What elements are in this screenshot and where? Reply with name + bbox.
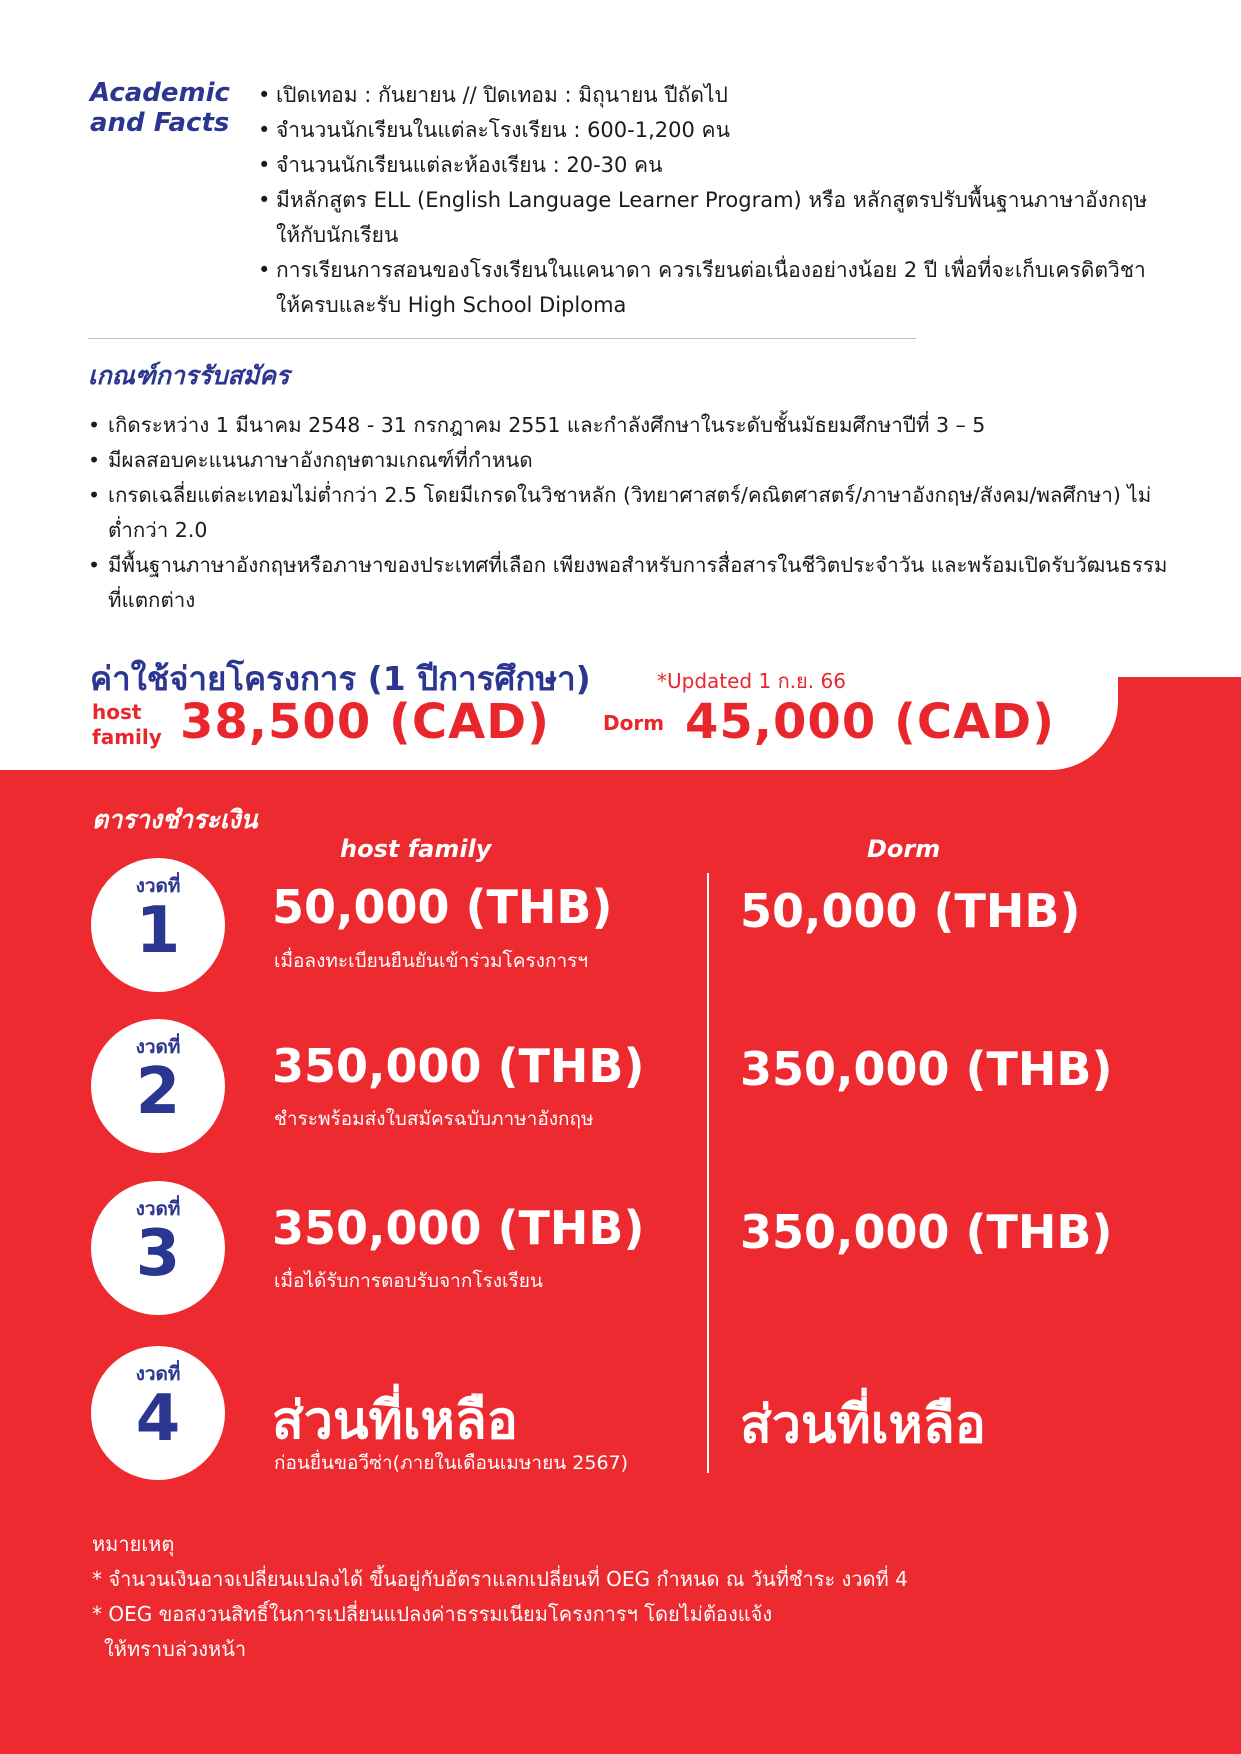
list-item: • เกรดเฉลี่ยแต่ละเทอมไม่ต่ำกว่า 2.5 โดยมีเกรดในวิชาหลัก (วิทยาศาสตร์/คณิตศาสตร์/ภาษาอังกฤษ/สังคม/พลศึกษา) ไม่ต่ำกว่า 2.0 <box>88 478 1168 548</box>
academic-facts-list <box>258 78 1158 323</box>
list-item: • มีพื้นฐานภาษาอังกฤษหรือภาษาของประเทศที่เลือก เพียงพอสำหรับการสื่อสารในชีวิตประจำวัน และพร้อมเปิดรับวัฒนธรรมที่แตกต่าง <box>88 548 1168 618</box>
installment-badge-3 <box>91 1181 225 1315</box>
list-item: • มีผลสอบคะแนนภาษาอังกฤษตามเกณฑ์ที่กำหนด <box>88 443 1168 478</box>
academic-title-line1: Academic <box>90 78 230 108</box>
column-divider <box>707 873 709 1473</box>
academic-facts-title <box>90 78 250 138</box>
dorm-amount-4: ส่วนที่เหลือ <box>740 1395 986 1455</box>
host-note-4: ก่อนยื่นขอวีซ่า(ภายในเดือนเมษายน 2567) <box>274 1452 629 1474</box>
dorm-label: Dorm <box>603 711 665 735</box>
installment-number: 1 <box>135 894 181 968</box>
academic-title-line2: and Facts <box>90 108 230 138</box>
red-panel-corner <box>1115 677 1241 777</box>
host-note-3: เมื่อได้รับการตอบรับจากโรงเรียน <box>274 1270 543 1292</box>
host-amount-4: ส่วนที่เหลือ <box>272 1391 518 1451</box>
list-item: • จำนวนนักเรียนในแต่ละโรงเรียน : 600-1,200 คน <box>258 113 1158 148</box>
notes-title: หมายเหตุ <box>92 1532 175 1556</box>
installment-number: 2 <box>135 1055 181 1129</box>
installment-label: งวดที่ <box>135 875 181 897</box>
installment-label: งวดที่ <box>135 1198 181 1220</box>
criteria-list <box>88 408 1168 618</box>
list-item: • มีหลักสูตร ELL (English Language Learner Program) หรือ หลักสูตรปรับพื้นฐานภาษาอังกฤษให้กับนักเรียน <box>258 183 1158 253</box>
criteria-title: เกณฑ์การรับสมัคร <box>88 361 290 390</box>
installment-number: 3 <box>135 1217 181 1291</box>
column-header-host-family: host family <box>340 835 492 863</box>
host-label-line2: family <box>92 725 162 749</box>
host-amount-3: 350,000 (THB) <box>272 1201 645 1255</box>
dorm-amount-1: 50,000 (THB) <box>740 884 1081 938</box>
installment-badge-2 <box>91 1019 225 1153</box>
cost-updated-note: *Updated 1 ก.ย. 66 <box>657 669 846 693</box>
dorm-price: 45,000 (CAD) <box>685 694 1056 750</box>
host-amount-2: 350,000 (THB) <box>272 1039 645 1093</box>
dorm-amount-3: 350,000 (THB) <box>740 1205 1113 1259</box>
installment-number: 4 <box>135 1382 181 1456</box>
section-divider <box>88 338 916 339</box>
note-line-1: * จำนวนเงินอาจเปลี่ยนแปลงได้ ขึ้นอยู่กับอัตราแลกเปลี่ยนที่ OEG กำหนด ณ วันที่ชำระ งวดที่ 4 <box>92 1567 908 1591</box>
installment-label: งวดที่ <box>135 1036 181 1058</box>
installment-badge-4 <box>91 1346 225 1480</box>
notes-section <box>92 1527 1092 1667</box>
host-family-label <box>92 700 162 750</box>
host-note-1: เมื่อลงทะเบียนยืนยันเข้าร่วมโครงการฯ <box>274 950 588 972</box>
host-label-line1: host <box>92 700 142 724</box>
host-family-price: 38,500 (CAD) <box>180 694 551 750</box>
host-amount-1: 50,000 (THB) <box>272 880 613 934</box>
list-item: • เกิดระหว่าง 1 มีนาคม 2548 - 31 กรกฎาคม 2551 และกำลังศึกษาในระดับชั้นมัธยมศึกษาปีที่ 3 – 5 <box>88 408 1168 443</box>
schedule-title: ตารางชำระเงิน <box>92 805 258 834</box>
host-note-2: ชำระพร้อมส่งใบสมัครฉบับภาษาอังกฤษ <box>274 1108 594 1130</box>
cost-title: ค่าใช้จ่ายโครงการ (1 ปีการศึกษา) <box>90 659 591 698</box>
dorm-amount-2: 350,000 (THB) <box>740 1042 1113 1096</box>
list-item: • เปิดเทอม : กันยายน // ปิดเทอม : มิถุนายน ปีถัดไป <box>258 78 1158 113</box>
note-line-2: * OEG ขอสงวนสิทธิ์ในการเปลี่ยนแปลงค่าธรรมเนียมโครงการฯ โดยไม่ต้องแจ้ง <box>92 1602 773 1626</box>
list-item: • การเรียนการสอนของโรงเรียนในแคนาดา ควรเรียนต่อเนื่องอย่างน้อย 2 ปี เพื่อที่จะเก็บเครดิตวิชาให้ครบและรับ High School Diploma <box>258 253 1158 323</box>
installment-label: งวดที่ <box>135 1363 181 1385</box>
note-line-3: ให้ทราบล่วงหน้า <box>104 1637 247 1661</box>
column-header-dorm: Dorm <box>867 835 941 863</box>
list-item: • จำนวนนักเรียนแต่ละห้องเรียน : 20-30 คน <box>258 148 1158 183</box>
installment-badge-1 <box>91 858 225 992</box>
